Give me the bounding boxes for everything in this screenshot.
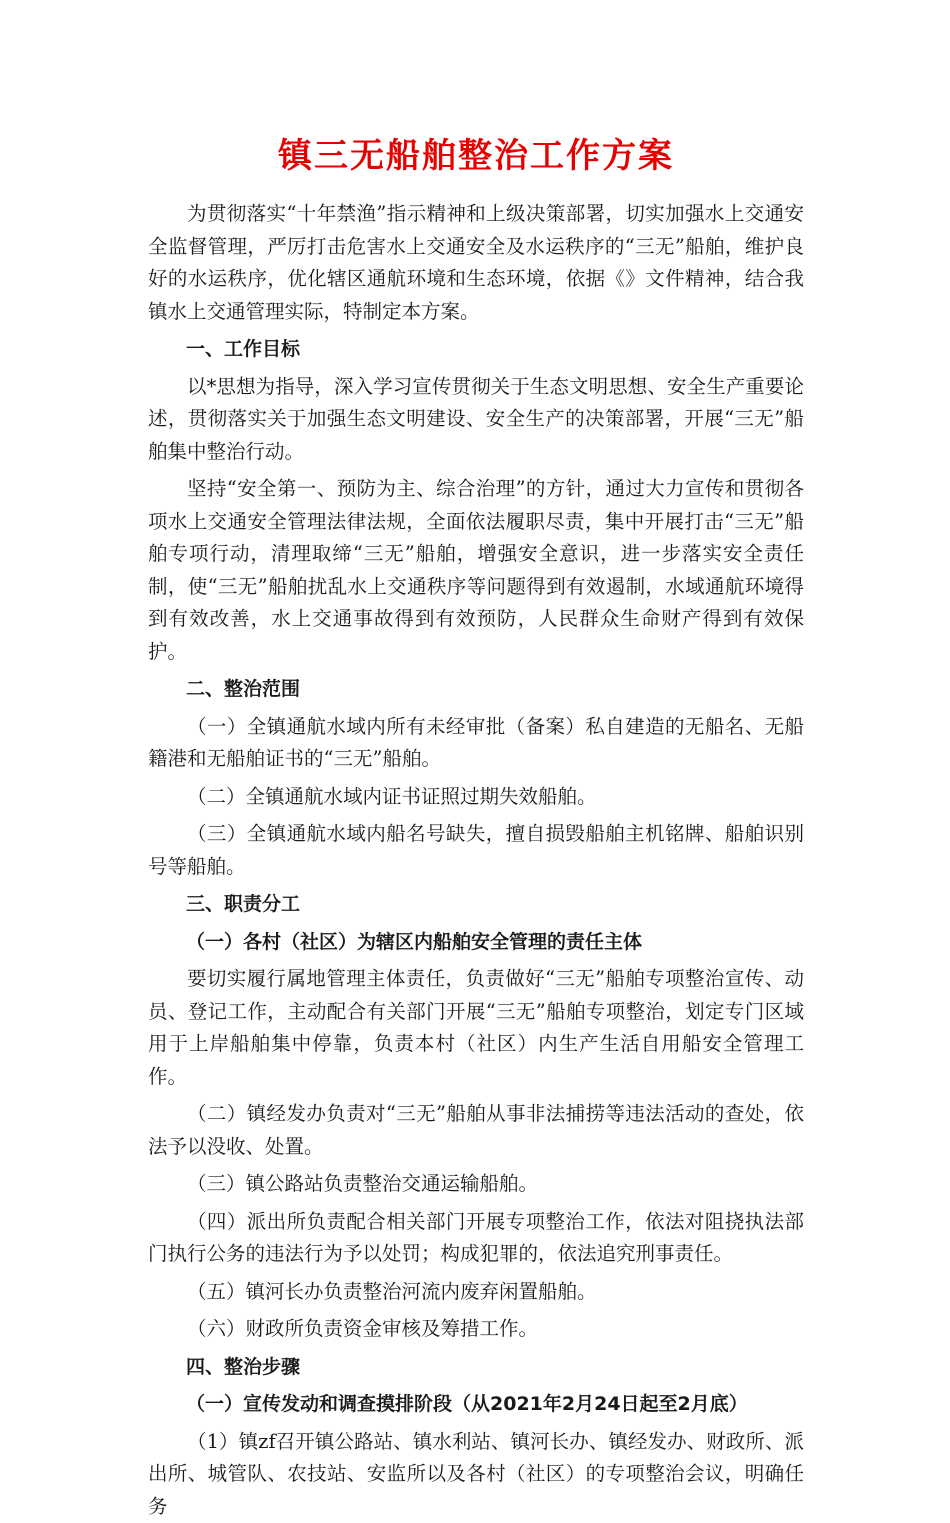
duties-item: （三）镇公路站负责整治交通运输船舶。 — [148, 1168, 804, 1201]
section-heading-goals: 一、工作目标 — [148, 333, 804, 366]
duties-item: （四）派出所负责配合相关部门开展专项整治工作，依法对阻挠执法部门执行公务的违法行为予以处罚；构成犯罪的，依法追究刑事责任。 — [148, 1206, 804, 1271]
scope-item: （二）全镇通航水域内证书证照过期失效船舶。 — [148, 781, 804, 814]
document-title: 镇三无船舶整治工作方案 — [148, 128, 804, 184]
section-heading-scope: 二、整治范围 — [148, 673, 804, 706]
steps-paragraph-1: （1）镇zf召开镇公路站、镇水利站、镇河长办、镇经发办、财政所、派出所、城管队、农技站、安监所以及各村（社区）的专项整治会议，明确任务 — [148, 1426, 804, 1523]
section-heading-steps: 四、整治步骤 — [148, 1351, 804, 1384]
goals-paragraph-1: 以*思想为指导，深入学习宣传贯彻关于生态文明思想、安全生产重要论述，贯彻落实关于加强生态文明建设、安全生产的决策部署，开展“三无”船舶集中整治行动。 — [148, 371, 804, 469]
duties-item: （五）镇河长办负责整治河流内废弃闲置船舶。 — [148, 1276, 804, 1309]
duties-item: （二）镇经发办负责对“三无”船舶从事非法捕捞等违法活动的查处，依法予以没收、处置。 — [148, 1098, 804, 1163]
goals-paragraph-2: 坚持“安全第一、预防为主、综合治理”的方针，通过大力宣传和贯彻各项水上交通安全管理法律法规，全面依法履职尽责，集中开展打击“三无”船舶专项行动，清理取缔“三无”船舶，增强安全意识，进一步落实安全责任制，使“三无”船舶扰乱水上交通秩序等问题得到有效遏制，水域通航环境得到有效改善，水上交通事故得到有效预防，人民群众生命财产得到有效保护。 — [148, 473, 804, 668]
section-heading-duties: 三、职责分工 — [148, 888, 804, 921]
document-page — [148, 128, 804, 1523]
duties-villages-paragraph: 要切实履行属地管理主体责任，负责做好“三无”船舶专项整治宣传、动员、登记工作，主动配合有关部门开展“三无”船舶专项整治，划定专门区域用于上岸船舶集中停靠，负责本村（社区）内生产生活自用船安全管理工作。 — [148, 963, 804, 1093]
duties-subheading-villages: （一）各村（社区）为辖区内船舶安全管理的责任主体 — [148, 926, 804, 959]
intro-paragraph: 为贯彻落实“十年禁渔”指示精神和上级决策部署，切实加强水上交通安全监督管理，严厉打击危害水上交通安全及水运秩序的“三无”船舶，维护良好的水运秩序，优化辖区通航环境和生态环境，依据《》文件精神，结合我镇水上交通管理实际，特制定本方案。 — [148, 198, 804, 328]
steps-subheading-phase-1: （一）宣传发动和调查摸排阶段（从2021年2月24日起至2月底） — [148, 1388, 804, 1421]
scope-item: （一）全镇通航水域内所有未经审批（备案）私自建造的无船名、无船籍港和无船舶证书的“三无”船舶。 — [148, 711, 804, 776]
duties-item: （六）财政所负责资金审核及筹措工作。 — [148, 1313, 804, 1346]
scope-item: （三）全镇通航水域内船名号缺失，擅自损毁船舶主机铭牌、船舶识别号等船舶。 — [148, 818, 804, 883]
